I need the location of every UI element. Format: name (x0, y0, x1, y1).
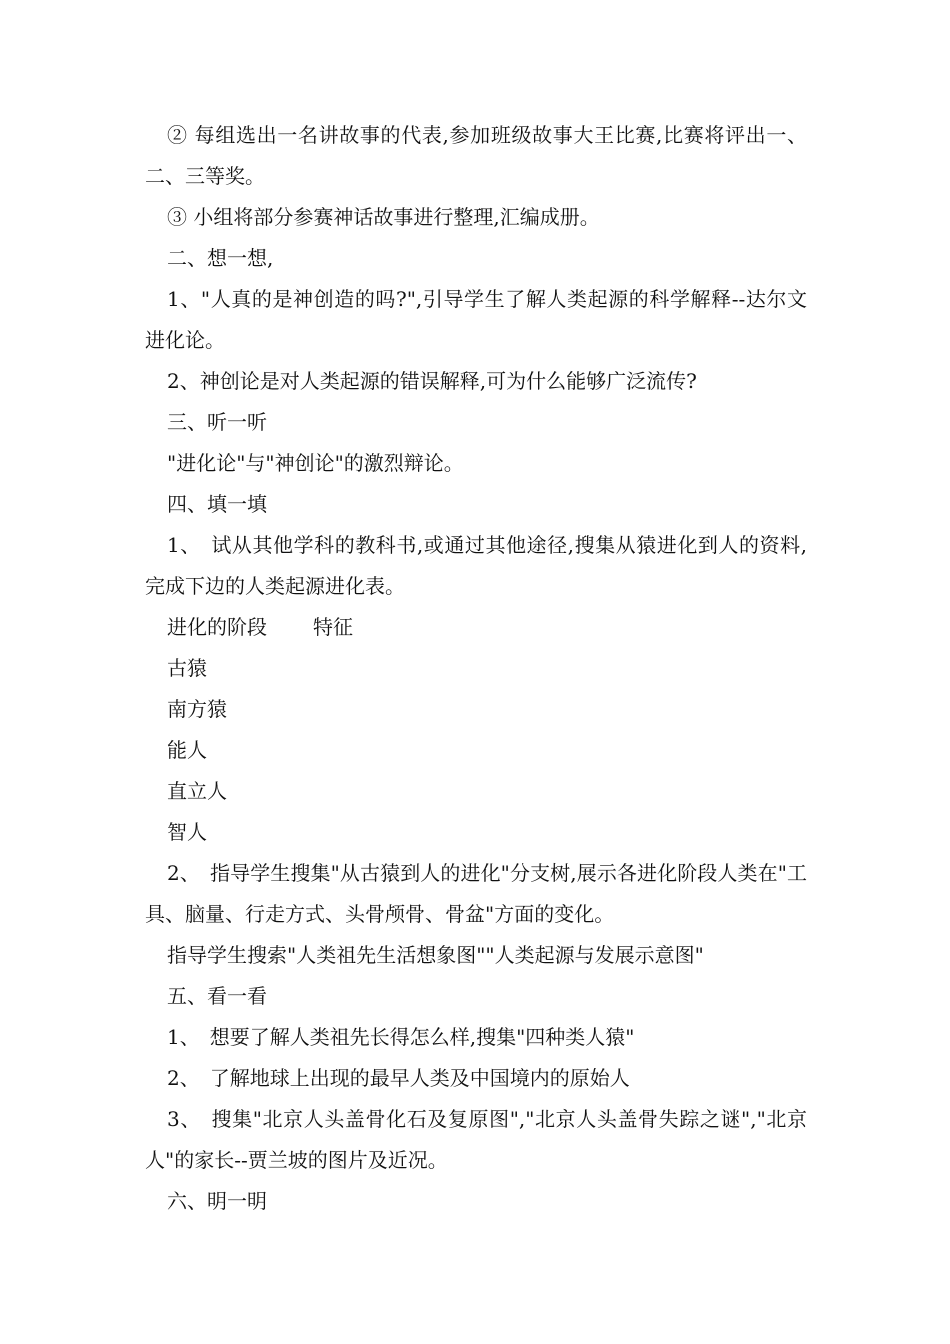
heading-think: 二、想一想, (167, 246, 274, 270)
table-row (145, 812, 807, 853)
table-row (145, 730, 807, 771)
heading-fill: 四、填一填 (167, 492, 267, 516)
table-cell-stage: 古猿 (167, 656, 207, 680)
paragraph-debate: "进化论"与"神创论"的激烈辩论。 (167, 451, 464, 475)
paragraph-story-contest: ② 每组选出一名讲故事的代表,参加班级故事大王比赛,比赛将评出一、二、三等奖。 (145, 123, 807, 188)
paragraph-evolution-question: 1、"人真的是神创造的吗?",引导学生了解人类起源的科学解释--达尔文进化论。 (145, 287, 807, 352)
paragraph-earliest-humans: 2、 了解地球上出现的最早人类及中国境内的原始人 (167, 1066, 630, 1090)
table-cell-stage: 直立人 (167, 779, 227, 803)
table-row (145, 771, 807, 812)
table-header-stage: 进化的阶段 (167, 615, 267, 639)
table-header-feature: 特征 (313, 615, 353, 639)
table-cell-stage: 智人 (167, 820, 207, 844)
document-body (145, 115, 807, 1222)
paragraph-four-apes: 1、 想要了解人类祖先长得怎么样,搜集"四种类人猿" (167, 1025, 635, 1049)
table-row (145, 648, 807, 689)
paragraph-peking-man: 3、 搜集"北京人头盖骨化石及复原图","北京人头盖骨失踪之谜","北京人"的家长--贾兰坡的图片及近况。 (145, 1107, 807, 1172)
heading-understand: 六、明一明 (167, 1189, 267, 1213)
paragraph-compile-stories: ③ 小组将部分参赛神话故事进行整理,汇编成册。 (167, 205, 600, 229)
table-cell-stage: 能人 (167, 738, 207, 762)
table-header-row (145, 607, 807, 648)
paragraph-creationism-question: 2、神创论是对人类起源的错误解释,可为什么能够广泛流传? (167, 369, 697, 393)
paragraph-evolution-tree: 2、 指导学生搜集"从古猿到人的进化"分支树,展示各进化阶段人类在"工具、脑量、行走方式、头骨颅骨、骨盆"方面的变化。 (145, 861, 807, 926)
table-row (145, 689, 807, 730)
heading-look: 五、看一看 (167, 984, 267, 1008)
paragraph-search-images: 指导学生搜索"人类祖先生活想象图""人类起源与发展示意图" (167, 943, 704, 967)
paragraph-collect-materials: 1、 试从其他学科的教科书,或通过其他途径,搜集从猿进化到人的资料,完成下边的人类起源进化表。 (145, 533, 807, 598)
table-cell-stage: 南方猿 (167, 697, 227, 721)
heading-listen: 三、听一听 (167, 410, 267, 434)
